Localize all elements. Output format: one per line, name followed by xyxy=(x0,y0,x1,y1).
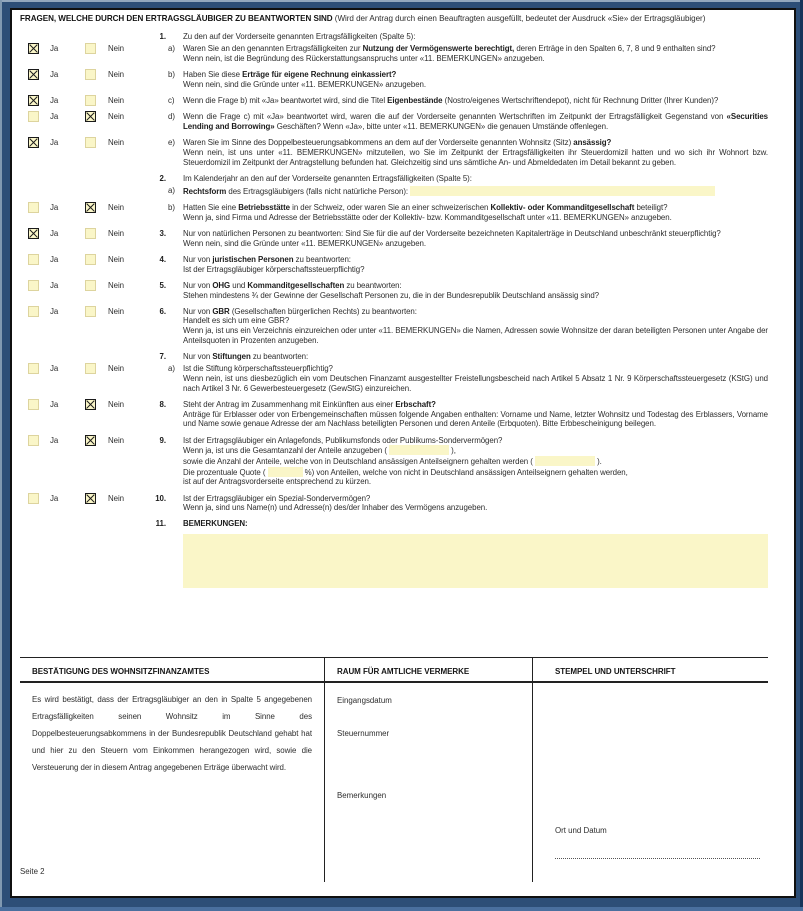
checkbox-ja-label: Ja xyxy=(50,435,59,445)
form-title-bold: FRAGEN, WELCHE DURCH DEN ERTRAGSGLÄUBIGER ZU BEANTWORTEN SIND xyxy=(20,14,333,23)
question-9 xyxy=(12,436,768,488)
checkbox-nein-label: Nein xyxy=(108,229,124,239)
checkbox-ja-10[interactable] xyxy=(28,493,39,504)
checkbox-ja-3[interactable] xyxy=(28,228,39,239)
remarks-textarea[interactable] xyxy=(183,534,768,588)
checkbox-ja-label: Ja xyxy=(50,364,59,374)
checkbox-ja-label: Ja xyxy=(50,254,59,264)
checkbox-nein-1d[interactable] xyxy=(85,111,96,122)
question-1d xyxy=(12,112,768,131)
question-number: 7. xyxy=(159,352,166,362)
checkbox-ja-1d[interactable] xyxy=(28,111,39,122)
question-text: Ist der Ertragsgläubiger ein Spezial-Sondervermögen? Wenn ja, sind uns Name(n) und Adresse(n) des/der Inhaber des Vermögens anzugeben. xyxy=(183,493,488,513)
page-number: Seite 2 xyxy=(20,867,45,876)
question-number: 5. xyxy=(159,280,166,290)
question-1 xyxy=(12,32,768,42)
question-letter: a) xyxy=(168,185,175,195)
bottom-table-body xyxy=(20,683,768,882)
checkbox-ja-4[interactable] xyxy=(28,254,39,265)
checkbox-nein-1a[interactable] xyxy=(85,43,96,54)
bottom-table-header xyxy=(20,657,768,683)
official-remarks-header: RAUM FÜR AMTLICHE VERMERKE xyxy=(325,658,533,681)
question-number: 3. xyxy=(159,229,166,239)
tax-number-label: Steuernummer xyxy=(337,729,390,738)
checkbox-nein-2b[interactable] xyxy=(85,202,96,213)
question-text: Im Kalenderjahr an den auf der Vorderseite genannten Ertragsfälligkeiten (Spalte 5): xyxy=(183,173,472,183)
checkbox-ja-1b[interactable] xyxy=(28,69,39,80)
remarks-label: Bemerkungen xyxy=(337,791,387,800)
checkbox-ja-label: Ja xyxy=(50,70,59,80)
question-2b xyxy=(12,203,768,222)
form-page xyxy=(10,8,796,898)
confirmation-header: BESTÄTIGUNG DES WOHNSITZFINANZAMTES xyxy=(20,658,325,681)
question-2 xyxy=(12,174,768,184)
checkbox-nein-label: Nein xyxy=(108,435,124,445)
question-letter: a) xyxy=(168,44,175,54)
checkbox-nein-label: Nein xyxy=(108,399,124,409)
question-number: 2. xyxy=(159,173,166,183)
question-text: Nur von natürlichen Personen zu beantworten: Sind Sie für die auf der Vorderseite bezeichneten Kapitalerträge in Deutschland unbeschränkt steuerpflichtig? Wenn nein, sind die Gründe unter «11. BEMERKUNGEN» anzugeben. xyxy=(183,229,721,248)
checkbox-nein-1b[interactable] xyxy=(85,69,96,80)
checkbox-nein-7a[interactable] xyxy=(85,363,96,374)
question-text: Nur von OHG und Kommanditgesellschaften zu beantworten: Stehen mindestens ¾ der Gewinne der Gesellschaft Personen zu, die in der Bundesrepublik Deutschland ansässig sind? xyxy=(183,280,599,300)
checkbox-nein-3[interactable] xyxy=(85,228,96,239)
question-letter: c) xyxy=(168,96,175,106)
checkbox-ja-label: Ja xyxy=(50,399,59,409)
checkbox-ja-7a[interactable] xyxy=(28,363,39,374)
question-text: Zu den auf der Vorderseite genannten Ertragsfälligkeiten (Spalte 5): xyxy=(183,32,416,41)
question-6 xyxy=(12,307,768,346)
question-letter: d) xyxy=(168,112,175,122)
question-text: Nur von Stiftungen zu beantworten: xyxy=(183,352,309,362)
question-letter: e) xyxy=(168,138,175,148)
form-title xyxy=(20,14,768,24)
checkbox-ja-9[interactable] xyxy=(28,435,39,446)
checkbox-ja-label: Ja xyxy=(50,203,59,213)
question-text: Nur von GBR (Gesellschaften bürgerlichen Rechts) zu beantworten: Handelt es sich um eine GBR? Wenn ja, ist uns ein Verzeichnis einzureichen oder unter «11. BEMERKUNGEN» die Namen, Adressen sowie Wohnsitze der daran beteiligten Personen unter Angabe der Anteilsquoten in Prozenten anzugeben. xyxy=(183,306,768,345)
question-text: Haben Sie diese Erträge für eigene Rechnung einkassiert? Wenn nein, sind die Gründe unter «11. BEMERKUNGEN» anzugeben. xyxy=(183,70,426,89)
checkbox-ja-2b[interactable] xyxy=(28,202,39,213)
question-text: Wenn die Frage c) mit «Ja» beantwortet wird, waren die auf der Vorderseite genannten Wertschriften im Zeitpunkt der Ertragsfälligkeit Gegenstand von «Securities Lending and Borrowing» Geschäften? Wenn «Ja», bitte unter «11. BEMERKUNGEN» die genauen Umstände offenlegen. xyxy=(183,112,768,131)
input-field-9[interactable] xyxy=(268,467,303,477)
checkbox-ja-6[interactable] xyxy=(28,306,39,317)
input-field-9[interactable] xyxy=(389,445,449,455)
checkbox-nein-label: Nein xyxy=(108,203,124,213)
question-2a xyxy=(12,186,768,197)
input-field-2a[interactable] xyxy=(410,186,715,196)
official-remarks-cell xyxy=(325,683,533,882)
question-text: Rechtsform des Ertragsgläubigers (falls nicht natürliche Person): xyxy=(183,186,768,197)
question-7 xyxy=(12,352,768,362)
form-title-note: (Wird der Antrag durch einen Beauftragten ausgefüllt, bedeutet der Ausdruck «Sie» der Ertragsgläubiger) xyxy=(332,14,706,23)
checkbox-nein-label: Nein xyxy=(108,306,124,316)
frame-edge-bottom xyxy=(0,907,803,911)
signature-line[interactable] xyxy=(555,858,760,859)
checkbox-ja-label: Ja xyxy=(50,96,59,106)
frame-edge-left xyxy=(0,0,2,911)
question-text: Ist der Ertragsgläubiger ein Anlagefonds, Publikumsfonds oder Publikums-Sondervermögen? Wenn ja, ist uns die Gesamtanzahl der Anteile anzugeben ( ), sowie die Anzahl der Anteile, welche von in Deutschland ansässigen Anteilseignern gehalten werden ( ). Die prozentuale Quote ( %) von Anteilen, welche von nicht in Deutschland ansässigen Anteilseignern gehalten werden, ist auf der Antragsvorderseite entsprechend zu kürzen. xyxy=(183,435,628,487)
checkbox-nein-4[interactable] xyxy=(85,254,96,265)
checkbox-ja-label: Ja xyxy=(50,280,59,290)
checkbox-ja-label: Ja xyxy=(50,493,59,503)
checkbox-nein-1e[interactable] xyxy=(85,137,96,148)
question-number: 9. xyxy=(159,435,166,445)
question-number: 11. xyxy=(155,519,166,529)
checkbox-nein-label: Nein xyxy=(108,280,124,290)
question-3 xyxy=(12,229,768,248)
checkbox-nein-label: Nein xyxy=(108,138,124,148)
questions xyxy=(12,32,768,595)
checkbox-nein-8[interactable] xyxy=(85,399,96,410)
question-text: Steht der Antrag im Zusammenhang mit Einkünften aus einer Erbschaft? Anträge für Erblasser oder von Erbengemeinschaften müssen folgende Angaben enthalten: Vorname und Name, letzter Wohnsitz und Todestag des Erblassers, Vorname und Name sowie genaue Adresse der am Nachlass beteiligten Personen und deren Anteile (Erbquoten). Bitte Erbbescheinigung beilegen. xyxy=(183,399,768,429)
bottom-table xyxy=(20,657,768,882)
question-1e xyxy=(12,138,768,167)
question-text: Waren Sie im Sinne des Doppelbesteuerungsabkommens an dem auf der Vorderseite genannten Wohnsitz (Sitz) ansässig? Wenn nein, ist uns unter «11. BEMERKUNGEN» mitzuteilen, wo Sie im Zeitpunkt der Ertragsfälligkeiten ihr Steuerdomizil hatten und wo sich ihr Wohnort bzw. Steuerdomizil im Zeitpunkt der Antragstellung befunden hat. Gleichzeitig sind uns sämtliche An- und Abmeldedaten im Detail bekannt zu geben. xyxy=(183,138,768,167)
question-letter: b) xyxy=(168,203,175,213)
question-letter: a) xyxy=(168,364,175,374)
checkbox-nein-label: Nein xyxy=(108,96,124,106)
question-1b xyxy=(12,70,768,89)
question-11 xyxy=(12,519,768,588)
question-text: Ist die Stiftung körperschaftssteuerpflichtig? Wenn nein, ist uns diesbezüglich ein vom Deutschen Finanzamt ausgestellter Freistellungsbescheid nach Artikel 5 Absatz 1 Nr. 9 Körperschaftssteuergesetz (KStG) und nach Artikel 3 Nr. 6 Gewerbesteuergesetz (GewStG) einzureichen. xyxy=(183,364,768,393)
checkbox-ja-1e[interactable] xyxy=(28,137,39,148)
checkbox-nein-label: Nein xyxy=(108,364,124,374)
question-number: 6. xyxy=(159,306,166,316)
checkbox-nein-5[interactable] xyxy=(85,280,96,291)
question-5 xyxy=(12,281,768,300)
question-text: BEMERKUNGEN: xyxy=(183,519,768,588)
input-field-9[interactable] xyxy=(535,456,595,466)
confirmation-cell xyxy=(20,683,325,882)
question-number: 10. xyxy=(155,493,166,503)
question-number: 1. xyxy=(159,32,166,41)
question-text: Hatten Sie eine Betriebsstätte in der Schweiz, oder waren Sie an einer schweizerischen Kollektiv- oder Kommanditgesellschaft beteiligt? Wenn ja, sind Firma und Adresse der Betriebsstätte oder der Kollektiv- bzw. Kommanditgesellschaft unter «11. BEMERKUNGEN» anzugeben. xyxy=(183,203,672,222)
question-text: Nur von juristischen Personen zu beantworten: Ist der Ertragsgläubiger körperschaftssteuerpflichtig? xyxy=(183,254,365,274)
checkbox-ja-8[interactable] xyxy=(28,399,39,410)
confirmation-text: Es wird bestätigt, dass der Ertragsgläubiger an den in Spalte 5 angegebenen Ertragsfälligkeiten seinen Wohnsitz im Sinne des Doppelbesteuerungsabkommens in der Bundesrepublik Deutschland gehabt hat und hier zu den Steuern vom Einkommen herangezogen wird, sowie die Versteuerung der in diesem Antrag angegebenen Erträge überwacht wird. xyxy=(32,695,312,772)
checkbox-nein-9[interactable] xyxy=(85,435,96,446)
checkbox-ja-label: Ja xyxy=(50,112,59,122)
place-date-label: Ort und Datum xyxy=(555,826,607,835)
question-10 xyxy=(12,494,768,513)
checkbox-nein-label: Nein xyxy=(108,44,124,54)
question-number: 4. xyxy=(159,254,166,264)
checkbox-nein-label: Nein xyxy=(108,254,124,264)
frame-edge-top xyxy=(0,0,803,2)
checkbox-ja-label: Ja xyxy=(50,138,59,148)
question-number: 8. xyxy=(159,399,166,409)
question-text: Waren Sie an den genannten Ertragsfälligkeiten zur Nutzung der Vermögenswerte berechtigt, deren Erträge in den Spalten 6, 7, 8 und 9 enthalten sind? Wenn nein, ist die Begründung des Rückerstattungsanspruchs unter «11. BEMERKUNGEN» anzugeben. xyxy=(183,44,716,63)
checkbox-ja-label: Ja xyxy=(50,229,59,239)
checkbox-nein-label: Nein xyxy=(108,493,124,503)
entry-date-label: Eingangsdatum xyxy=(337,696,392,705)
question-4 xyxy=(12,255,768,274)
checkbox-ja-label: Ja xyxy=(50,306,59,316)
checkbox-ja-1c[interactable] xyxy=(28,95,39,106)
stamp-signature-cell xyxy=(533,683,768,882)
checkbox-nein-1c[interactable] xyxy=(85,95,96,106)
stamp-signature-header: STEMPEL UND UNTERSCHRIFT xyxy=(555,667,676,676)
checkbox-ja-5[interactable] xyxy=(28,280,39,291)
question-letter: b) xyxy=(168,70,175,80)
checkbox-nein-10[interactable] xyxy=(85,493,96,504)
question-7a xyxy=(12,364,768,393)
checkbox-nein-6[interactable] xyxy=(85,306,96,317)
question-1a xyxy=(12,44,768,63)
checkbox-ja-1a[interactable] xyxy=(28,43,39,54)
checkbox-nein-label: Nein xyxy=(108,70,124,80)
question-1c xyxy=(12,96,768,106)
checkbox-nein-label: Nein xyxy=(108,112,124,122)
question-8 xyxy=(12,400,768,429)
checkbox-ja-label: Ja xyxy=(50,44,59,54)
question-text: Wenn die Frage b) mit «Ja» beantwortet wird, sind die Titel Eigenbestände (Nostro/eigenes Wertschriftendepot), nicht für Rechnung Dritter (Ihrer Kunden)? xyxy=(183,96,719,106)
